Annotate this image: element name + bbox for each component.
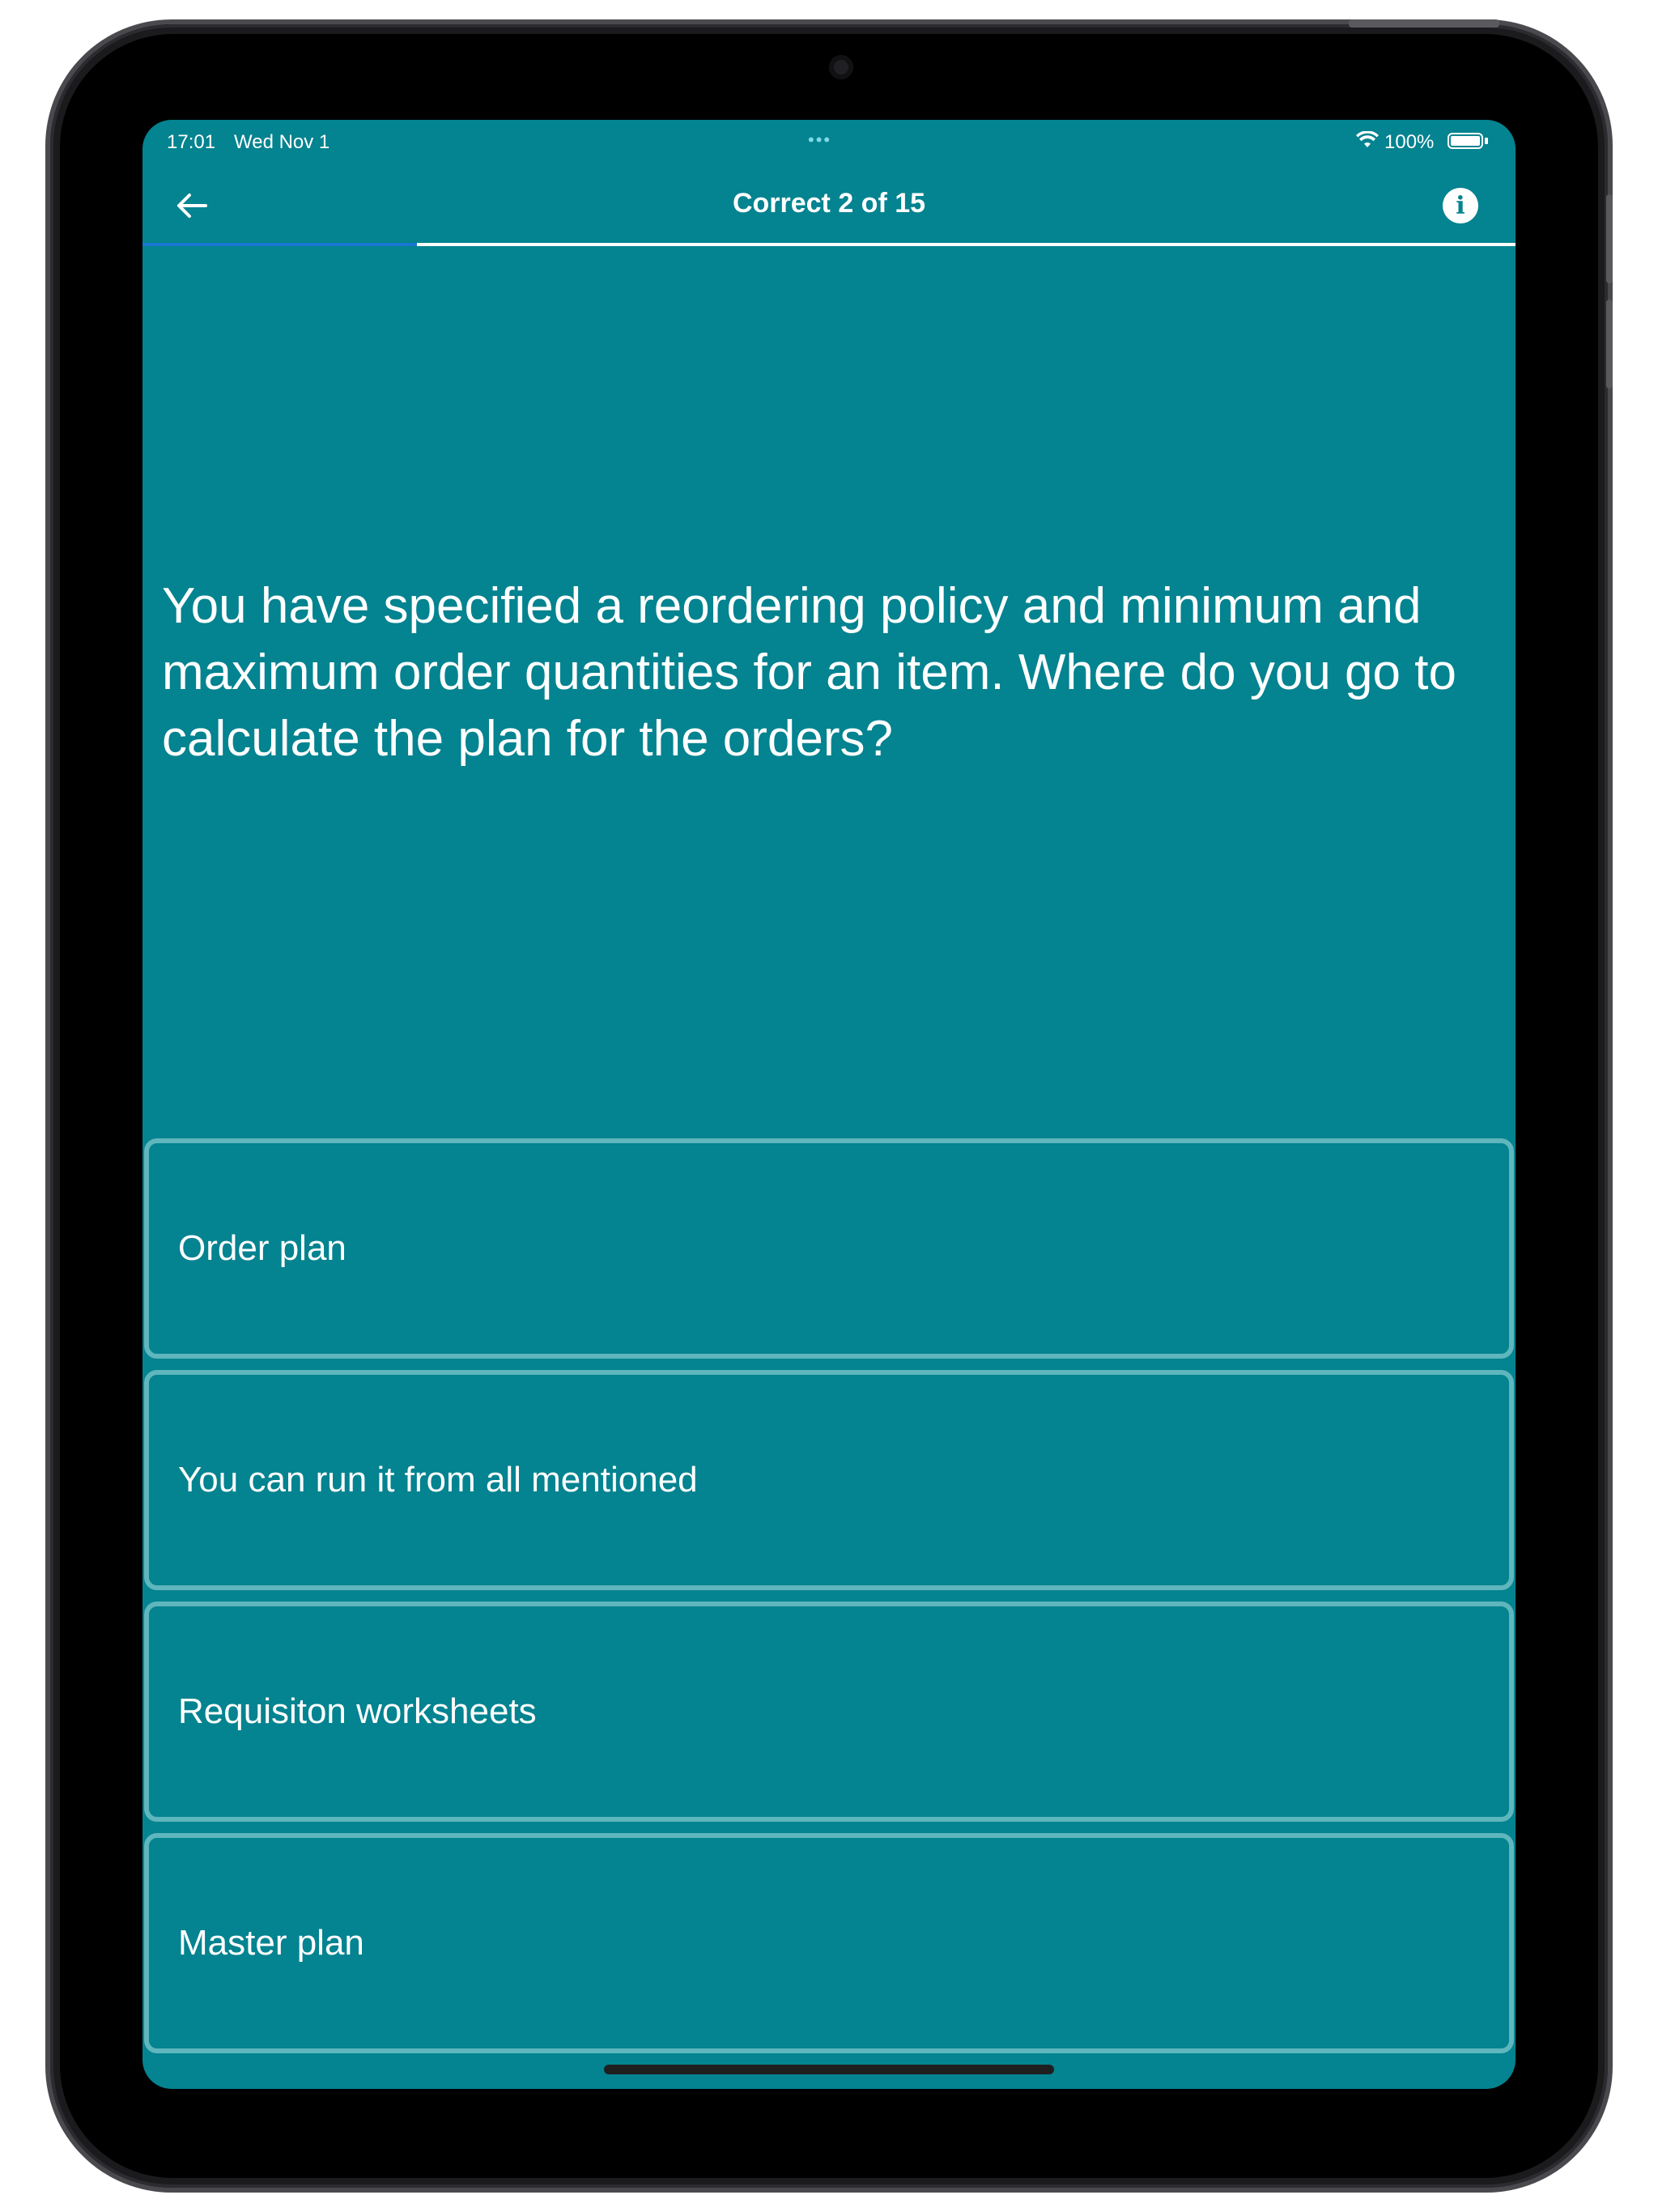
progress-title: Correct 2 of 15 [732,188,926,219]
volume-down-button [1606,300,1613,389]
volume-up-button [1606,194,1613,283]
answer-label: Master plan [178,1923,364,1963]
battery-percent: 100% [1384,131,1435,153]
status-date: Wed Nov 1 [234,131,330,153]
front-camera [829,55,853,79]
answer-label: You can run it from all mentioned [178,1460,698,1499]
question-text: You have specified a reordering policy and minimum and maximum order quantities for an item. Where do you go to calculate the plan for the orders? [162,578,1456,767]
answer-option-2[interactable] [144,1370,1514,1590]
status-time: 17:01 [167,131,216,153]
info-icon: i [1456,192,1465,220]
status-bar [142,120,1516,164]
home-indicator[interactable] [604,2065,1054,2074]
answer-label: Requisiton worksheets [178,1691,537,1731]
battery-icon [1448,133,1483,149]
progress-bar-fill [142,243,417,246]
answer-option-1[interactable] [144,1138,1514,1359]
answer-label: Order plan [178,1228,346,1268]
nav-bar [142,164,1516,245]
progress-bar [142,243,1516,246]
wifi-icon [1355,131,1380,156]
battery-cap [1485,138,1488,144]
answer-option-3[interactable] [144,1602,1514,1822]
answer-list [144,1138,1514,2065]
multitask-dots[interactable]: ••• [808,130,832,150]
answer-option-4[interactable] [144,1833,1514,2053]
app-screen [142,120,1516,2089]
info-button[interactable] [1443,188,1478,223]
top-button [1349,19,1499,28]
